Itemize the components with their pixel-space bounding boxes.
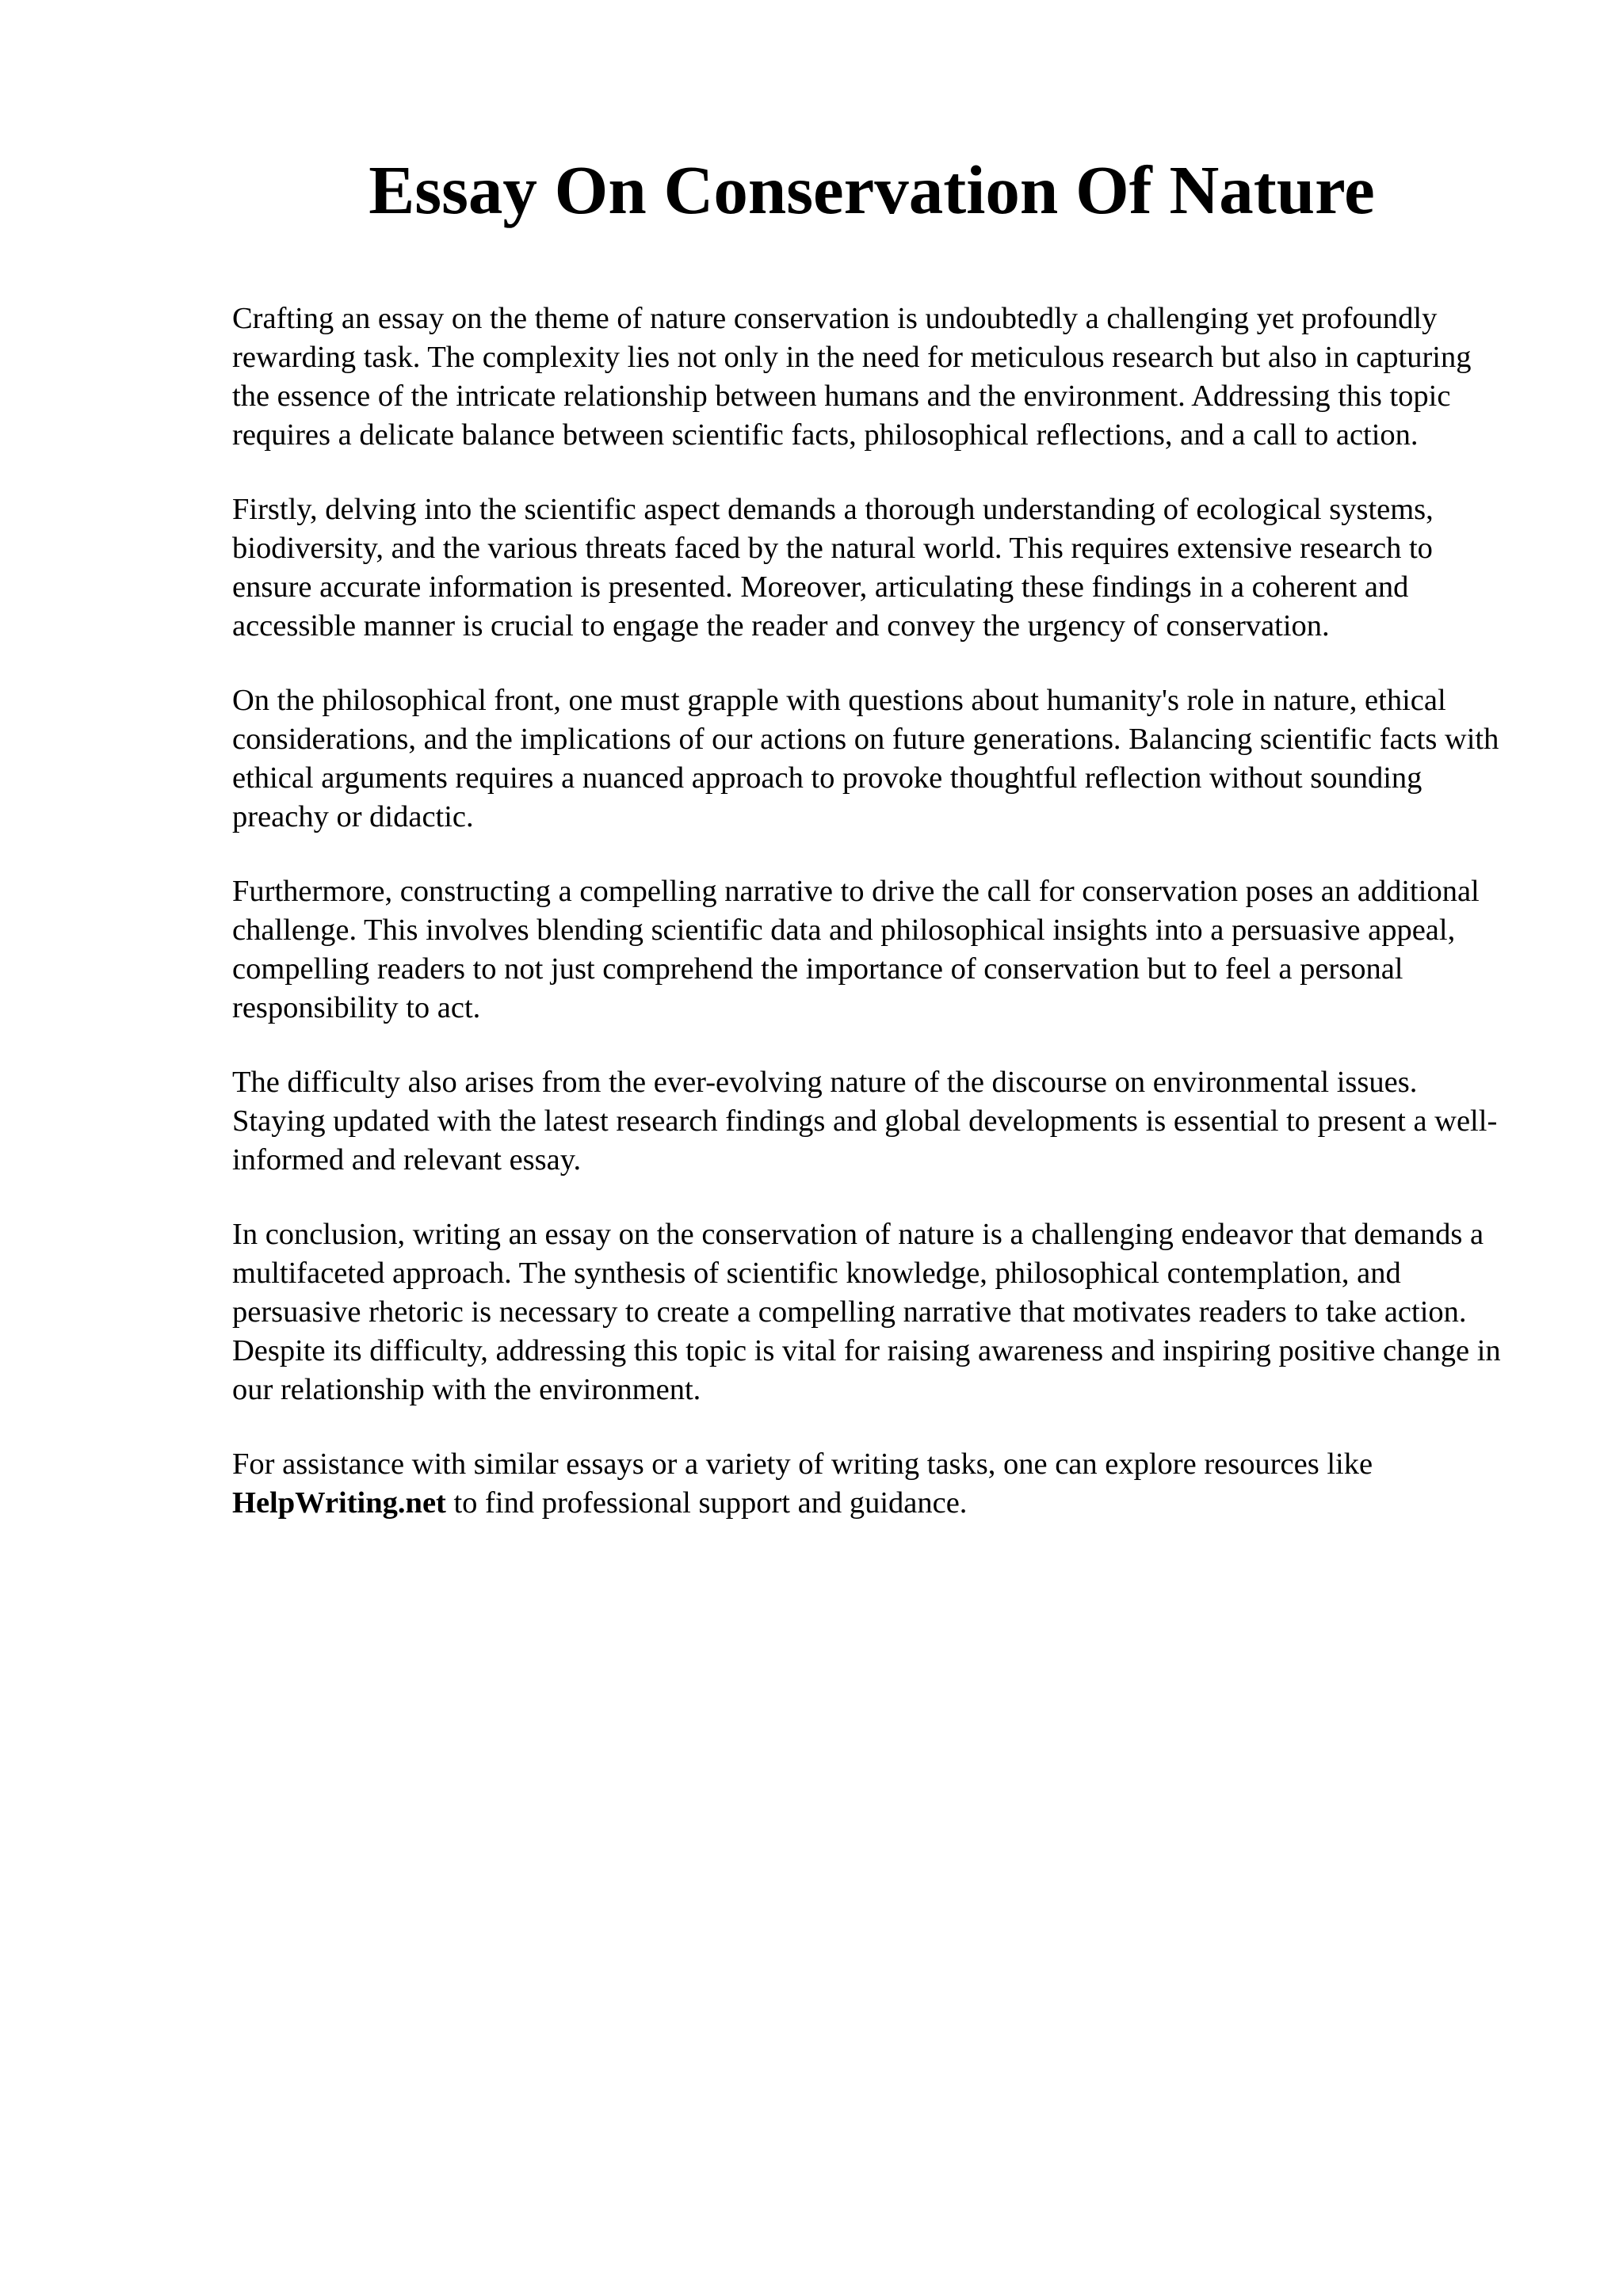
paragraph-3: On the philosophical front, one must grapple with questions about humanity's role in nature, ethical considerations, and the implications of our actions on future generations. Balancing scientific facts with ethical arguments requires a nuanced approach to provoke thoughtful reflection without sounding preachy or didactic. [232, 684, 1499, 833]
closing-text-before: For assistance with similar essays or a variety of writing tasks, one can explore resources like [232, 1447, 1373, 1481]
brand-link[interactable]: HelpWriting.net [232, 1486, 446, 1520]
paragraph-6: In conclusion, writing an essay on the conservation of nature is a challenging endeavor that demands a multifaceted approach. The synthesis of scientific knowledge, philosophical contemplation, and persuasive rhetoric is necessary to create a compelling narrative that motivates readers to take action. Despite its difficulty, addressing this topic is vital for raising awareness and inspiring positive change in our relationship with the environment. [232, 1218, 1501, 1406]
paragraph-1: Crafting an essay on the theme of nature conservation is undoubtedly a challenging yet profoundly rewarding task. The complexity lies not only in the need for meticulous research but also in capturing the essence of the intricate relationship between humans and the environment. Addressing this topic requires a delicate balance between scientific facts, philosophical reflections, and a call to action. [232, 302, 1472, 452]
closing-text-after: to find professional support and guidance. [445, 1486, 968, 1520]
essay-body [232, 299, 1516, 1558]
closing-paragraph [232, 1445, 1516, 1523]
paragraph-4: Furthermore, constructing a compelling narrative to drive the call for conservation poses an additional challenge. This involves blending scientific data and philosophical insights into a persuasive appeal, compelling readers to not just comprehend the importance of conservation but to feel a personal responsibility to act. [232, 875, 1480, 1024]
paragraph-5: The difficulty also arises from the ever-evolving nature of the discourse on environmental issues. Staying updated with the latest research findings and global developments is essential to present a well-informed and relevant essay. [232, 1066, 1498, 1177]
page-title: Essay On Conservation Of Nature [369, 151, 1375, 228]
paragraph-2: Firstly, delving into the scientific aspect demands a thorough understanding of ecological systems, biodiversity, and the various threats faced by the natural world. This requires extensive research to ensure accurate information is presented. Moreover, articulating these findings in a coherent and accessible manner is crucial to engage the reader and convey the urgency of conservation. [232, 493, 1434, 643]
